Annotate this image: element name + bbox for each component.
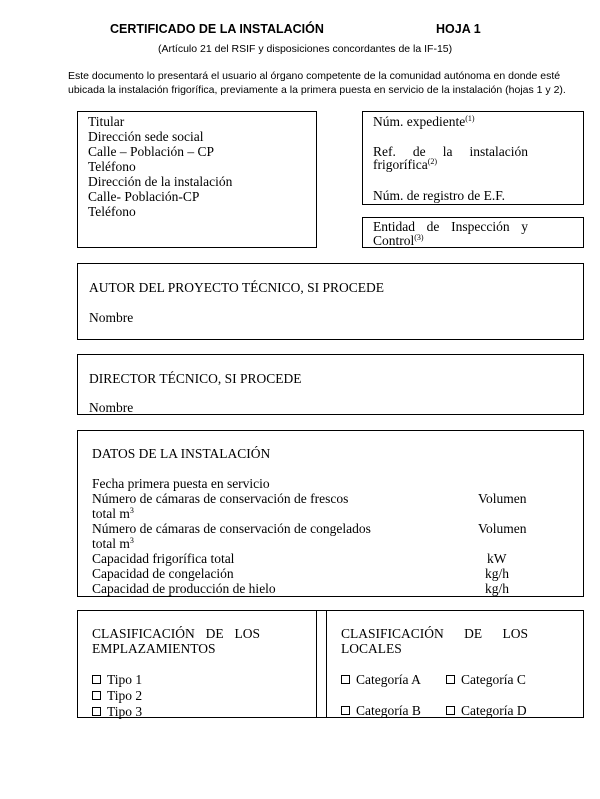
- ice-capacity-unit: kg/h: [485, 581, 510, 596]
- project-author-box: [77, 263, 584, 340]
- installation-ref-label-line2: frigorífica$^{(2)}$: [373, 157, 438, 172]
- reference-box: [362, 111, 584, 205]
- frozen-volume-label: Volumen: [478, 521, 527, 536]
- installation-phone: Teléfono: [88, 204, 136, 219]
- category-b-option[interactable]: Categoría B: [341, 703, 421, 718]
- classification-box: [77, 610, 584, 718]
- fresh-volume-label: Volumen: [478, 491, 527, 506]
- start-date-label: Fecha primera puesta en servicio: [92, 476, 270, 491]
- intro-line-2: ubicada la instalación frigorífica, previamente a la primera puesta en servicio de la instalación (hojas 1 y 2).: [68, 84, 566, 96]
- technical-director-heading: DIRECTOR TÉCNICO, SI PROCEDE: [89, 371, 302, 386]
- holder-registered-office: Dirección sede social: [88, 129, 204, 144]
- classification-divider: [316, 610, 317, 718]
- category-d-checkbox[interactable]: [446, 706, 455, 715]
- fresh-total-label: total $m^3$: [92, 506, 134, 521]
- type-1-checkbox[interactable]: [92, 675, 101, 684]
- installation-address: Dirección de la instalación: [88, 174, 233, 189]
- premises-classification-heading-line2: LOCALES: [341, 641, 402, 656]
- type-2-option[interactable]: Tipo 2: [92, 688, 142, 703]
- cooling-capacity-label: Capacidad frigorífica total: [92, 551, 235, 566]
- technical-director-name-label: Nombre: [89, 400, 134, 415]
- category-c-option[interactable]: Categoría C: [446, 672, 526, 687]
- document-title: CERTIFICADO DE LA INSTALACIÓN: [110, 22, 324, 36]
- document-subtitle: (Artículo 21 del RSIF y disposiciones concordantes de la IF-15): [158, 43, 453, 55]
- installation-street-city-zip: Calle- Población-CP: [88, 189, 200, 204]
- frozen-total-label: total $m^3$: [92, 536, 134, 551]
- site-classification-heading: CLASIFICACIÓN DE LOS: [92, 626, 260, 641]
- cooling-capacity-unit: kW: [487, 551, 507, 566]
- freezing-capacity-unit: kg/h: [485, 566, 510, 581]
- freezing-capacity-label: Capacidad de congelación: [92, 566, 234, 581]
- fresh-chambers-label: Número de cámaras de conservación de frescos: [92, 491, 349, 506]
- holder-titular: Titular: [88, 114, 125, 129]
- inspection-entity-label: Entidad de Inspección y: [373, 219, 528, 234]
- holder-phone: Teléfono: [88, 159, 136, 174]
- category-b-checkbox[interactable]: [341, 706, 350, 715]
- classification-divider-2: [326, 610, 327, 718]
- holder-box: [77, 111, 317, 248]
- technical-director-box: [77, 354, 584, 415]
- category-a-option[interactable]: Categoría A: [341, 672, 421, 687]
- inspection-entity-box: [362, 217, 584, 248]
- installation-ref-label: Ref. de la instalación: [373, 144, 528, 159]
- category-c-checkbox[interactable]: [446, 675, 455, 684]
- site-classification-heading-line2: EMPLAZAMIENTOS: [92, 641, 216, 656]
- frozen-chambers-label: Número de cámaras de conservación de congelados: [92, 521, 371, 536]
- type-1-option[interactable]: Tipo 1: [92, 672, 142, 687]
- ice-capacity-label: Capacidad de producción de hielo: [92, 581, 276, 596]
- file-number-label: Núm. expediente$^{(1)}$: [373, 114, 475, 129]
- intro-line-1: Este documento lo presentará el usuario al órgano competente de la comunidad autónoma en donde esté: [68, 70, 561, 82]
- registry-number-label: Núm. de registro de E.F.: [373, 188, 506, 203]
- project-author-name-label: Nombre: [89, 310, 134, 325]
- inspection-entity-label-line2: Control$^{(3)}$: [373, 233, 424, 248]
- sheet-number: HOJA 1: [436, 22, 481, 36]
- type-2-checkbox[interactable]: [92, 691, 101, 700]
- installation-data-box: [77, 430, 584, 597]
- type-3-option[interactable]: Tipo 3: [92, 704, 142, 719]
- holder-street-city-zip: Calle – Población – CP: [88, 144, 214, 159]
- category-a-checkbox[interactable]: [341, 675, 350, 684]
- installation-data-heading: DATOS DE LA INSTALACIÓN: [92, 446, 271, 461]
- project-author-heading: AUTOR DEL PROYECTO TÉCNICO, SI PROCEDE: [89, 280, 385, 295]
- category-d-option[interactable]: Categoría D: [446, 703, 527, 718]
- type-3-checkbox[interactable]: [92, 707, 101, 716]
- premises-classification-heading: CLASIFICACIÓN DE LOS: [341, 626, 528, 641]
